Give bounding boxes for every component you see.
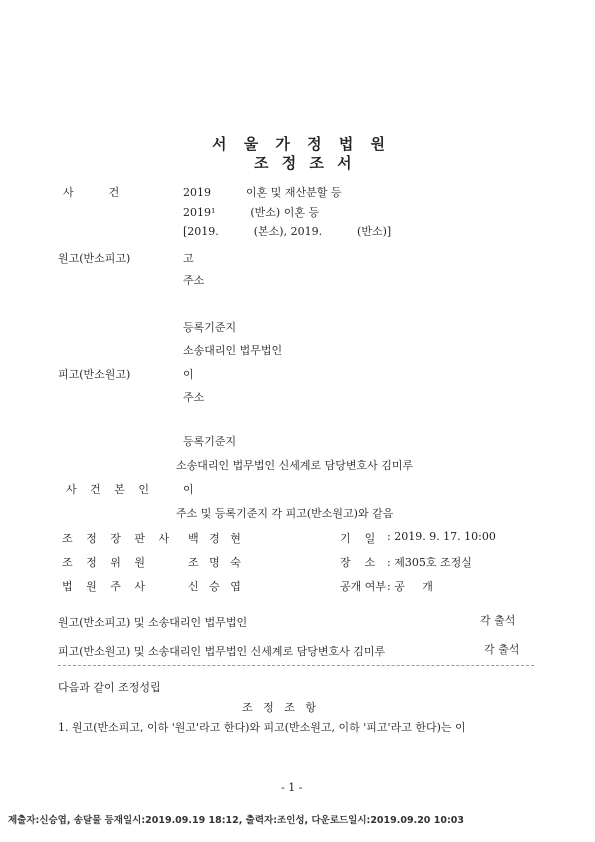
download-footer: 제출자:신승엽, 송달물 등재일시:2019.09.19 18:12, 출력자:조인성, 다운로드일시:2019.09.20 10:03 — [8, 815, 464, 826]
official-role: 조 정 위 원 — [62, 556, 150, 569]
principal-label: 사 건 본 인 — [66, 483, 154, 496]
principal-note: 주소 및 등록기준지 각 피고(반소원고)와 같음 — [176, 507, 394, 520]
plaintiff-label: 원고(반소피고) — [58, 252, 131, 265]
case-label: 사 건 — [63, 186, 120, 199]
case-number-1: 2019 이혼 및 재산분할 등 — [183, 186, 342, 199]
official-name: 백 경 현 — [188, 532, 241, 545]
attendance-party: 피고(반소원고) 및 소송대리인 법무법인 신세계로 담당변호사 김미루 — [58, 645, 386, 658]
defendant-label: 피고(반소원고) — [58, 368, 131, 381]
case-number-3: [2019. (본소), 2019. (반소)] — [183, 225, 392, 238]
document-title: 조 정 조 서 — [254, 154, 356, 172]
hearing-date-label: 기 일 — [340, 532, 376, 545]
place-value: : 제305호 조정실 — [387, 556, 472, 569]
defendant-name: 이 — [183, 368, 194, 381]
clause-1: 1. 원고(반소피고, 이하 '원고'라고 한다)와 피고(반소원고, 이하 '피고'라고 한다)는 이 — [58, 721, 466, 734]
principal-name: 이 — [183, 483, 194, 496]
settlement-intro: 다음과 같이 조정성립 — [58, 681, 161, 694]
plaintiff-registry-label: 등록기준지 — [183, 321, 237, 334]
court-name: 서 울 가 정 법 원 — [212, 135, 392, 153]
divider — [58, 665, 534, 666]
defendant-registry-label: 등록기준지 — [183, 435, 237, 448]
attendance-status: 각 출석 — [484, 643, 520, 656]
plaintiff-address-label: 주소 — [183, 274, 205, 287]
attendance-party: 원고(반소피고) 및 소송대리인 법무법인 — [58, 616, 248, 629]
official-name: 조 명 숙 — [188, 556, 241, 569]
section-title: 조 정 조 항 — [242, 701, 316, 714]
page-number: - 1 - — [281, 781, 303, 794]
case-number-2: 2019¹ (반소) 이혼 등 — [183, 206, 320, 219]
official-role: 법 원 주 사 — [62, 580, 150, 593]
defendant-counsel: 소송대리인 법무법인 신세계로 담당변호사 김미루 — [176, 459, 414, 472]
place-label: 장 소 — [340, 556, 376, 569]
plaintiff-counsel: 소송대리인 법무법인 — [183, 344, 283, 357]
official-name: 신 승 엽 — [188, 580, 241, 593]
hearing-date-value: : 2019. 9. 17. 10:00 — [387, 530, 496, 543]
defendant-address-label: 주소 — [183, 391, 205, 404]
official-role: 조 정 장 판 사 — [62, 532, 175, 545]
plaintiff-name: 고 — [183, 252, 194, 265]
attendance-status: 각 출석 — [480, 614, 516, 627]
disclosure-label: 공개 여부 — [340, 580, 387, 593]
disclosure-value: : 공 개 — [387, 580, 433, 593]
